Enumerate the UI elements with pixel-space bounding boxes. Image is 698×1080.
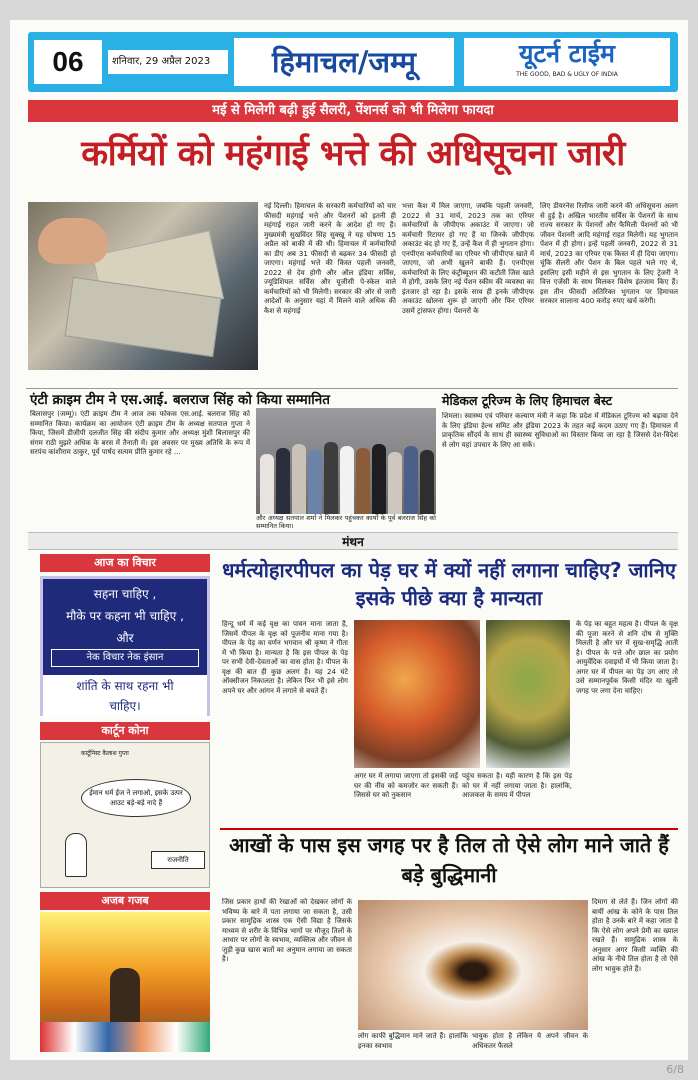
feature-body-col-4: के पेड़ का बहुत महत्व है। पीपल के वृक्ष की पूजा करने से शनि दोष से मुक्ति मिलती है और घर में सुख-समृद्धि आती है। पीपल के पत्ते और छाल का प्रयोग आयुर्वेदिक दवाइयों में भी किया जाता है। अगर घर में पीपल का पेड़ उग आए तो उसे सम्मानपूर्वक किसी मंदिर या खुली जगह पर लगा देना चाहिए। xyxy=(576,620,678,695)
leaf-photo xyxy=(354,620,480,768)
logo-text: यूटर्न टाईम xyxy=(519,39,615,68)
newspaper-page xyxy=(10,20,688,1060)
money-photo xyxy=(28,202,258,370)
thought-line: चाहिए। xyxy=(43,695,207,717)
section-band xyxy=(28,532,678,550)
eye-photo xyxy=(358,900,588,1030)
page-number: 06 xyxy=(34,40,102,84)
felicitation-photo xyxy=(256,408,436,514)
thought-line: शांति के साथ रहना भी xyxy=(43,675,207,697)
eye-body-col-2: लोग काफी बुद्धिमान माने जाते हैं। हालांकि इनका स्वभाव xyxy=(358,1032,468,1050)
cartoon-caption: कार्टूनिस्ट कैलाश गुप्ता xyxy=(81,750,129,757)
speech-bubble: ईमान धर्म ईज ने लगाओ, इसके उत्पर आउट बड़े-बड़े नादे हैं xyxy=(81,779,191,817)
fire-photo xyxy=(40,912,210,1052)
lead-body-col-2: भत्ता कैश में मिल जाएगा, जबकि पहली जनवरी, 2022 से 31 मार्च, 2023 तक का एरियर कर्मचारियों के जीपीएफ अकाउंट में जाएगा। जो कर्मचारी रिटायर हो गए हैं या जिनके जीपीएफ अकाउंट बंद हो गए हैं, उन्हें कैश में ही भुगतान होगा। एनपीएस कर्मचारियों का एरियर भी जीपीएफ खाते में जाएगा, जो अभी खुलने बाकी हैं। एनपीएस कर्मचारियों के लिए कंट्रीब्यूशन की कटौती जिस खाते में होगी, उसके लिए नई पेंशन स्कीम की व्यवस्था का इंतजार हो रहा है। इसके साथ ही इनके जीपीएफ अकाउंट खोलना शुरू हो जाएगी और फिर एरियर उसमें ट्रांसफर होगा। पेंशनरों के xyxy=(402,202,534,315)
page-counter: 6/8 xyxy=(666,1063,684,1076)
eye-body-col-4: दिमाग से लेते हैं। जिन लोगों की बायीं आंख के कोने के पास तिल होता है उनके बारे में कहा जाता है कि ऐसे लोग अपने प्रेमी का ख्याल रखते हैं। सामुद्रिक शास्त्र के अनुसार अगर किसी व्यक्ति की आंख के नीचे तिल होता है तो ऐसे लोग भावुक होते हैं। xyxy=(592,898,678,973)
story3-headline: मेडिकल टूरिज्म के लिए हिमाचल बेस्ट xyxy=(442,393,613,408)
figure-shape xyxy=(65,833,87,877)
edition-date: शनिवार, 29 अप्रैल 2023 xyxy=(108,50,228,74)
thought-box xyxy=(40,576,210,716)
tree-photo xyxy=(486,620,570,768)
lead-body-col-3: लिए डीयरनेस रिलीफ जारी करने की अधिसूचना अलग से हुई है। अखिल भारतीय सर्विस के पेंशनरों के साथ राज्य सरकार के पेंशनरों और फैमिली पेंशनरों को भी जीवन पेंशनरी आदि महंगाई राहत मिलेगी। यह भुगतान पेंशन में ही होगा। इन्हें पहली जनवरी, 2022 से 31 मार्च, 2023 का एरियर एक किस्त में ही दिया जाएगा। चूंकि सैलरी और पेंशन के बिल पहले भले गए थे, इसलिए इसी महीने से इस भुगतान के लिए ट्रेजरी ने वित्त एजेंसी के साथ मिलकर विशेष इंतजाम किए हैं। इस तीन फीसदी अतिरिक्त भुगतान पर हिमाचल सरकार सालाना 400 करोड़ रुपए खर्च करेगी। xyxy=(540,202,678,305)
eye-body-col-3: भावुक होता है लेकिन ये अपने जीवन के अधिकतर फैसले xyxy=(472,1032,588,1050)
feature-title: धर्मत्योहारपीपल का पेड़ घर में क्यों नहीं लगाना चाहिए? जानिए इसके पीछे क्या है मान्यता xyxy=(222,558,676,610)
eye-body-col-1: जिस प्रकार हाथों की रेखाओं को देखकर लोगों के भविष्य के बारे में पता लगाया जा सकता है, उसी प्रकार सामुद्रिक शास्त्र एक ऐसी विद्या है जिसके माध्यम से शरीर के विभिन्न भागों पर मौजूद तिलों के आधार पर लोगों के स्वभाव, व्यक्तित्व और जीवन से जुड़ी कुछ खास बातों का अनुमान लगाया जा सकता है। xyxy=(222,898,352,963)
feature-body-col-1: हिन्दू धर्म में कई वृक्ष का पावन माना जाता है, जिसमें पीपल के वृक्ष को पूजनीय माना गया है। पीपल के पेड़ का वर्णन भगवान श्री कृष्ण ने गीता में भी किया है। मान्यता है कि इस पीपल के पेड़ पर सभी देवी-देवताओं का वास होता है। पीपल के वृक्ष की बात ही कुछ अलग है। यह 24 घंटे ऑक्सीजन निकालता है। लेकिन फिर भी इसे लोग अपने घर और आंगन में लगाने से बचते हैं। xyxy=(222,620,348,695)
cartoon-panel xyxy=(40,742,210,888)
thought-line: मौके पर कहना भी चाहिए , xyxy=(66,609,184,623)
thought-tag: आज का विचार xyxy=(40,554,210,572)
story2-caption: और अध्यक्ष सतपाल शर्मा ने मिलकर पहुंचकर कार्यों के पूर्व बलराज सिंह को सम्मानित किया। xyxy=(256,514,436,530)
thought-line: नेक विचार नेक इंसान xyxy=(51,649,199,667)
crowd-shape xyxy=(40,1022,210,1052)
story2-body: बिलासपुर (जम्मू)। एंटी क्राइम टीम ने आज तक फोकस एस.आई. बलराज सिंह को सम्मानित किया। कार्यक्रम का आयोजन एंटी क्राइम टीम के अध्यक्ष सतपाल गुप्ता ने किया, जिसमें डीजीपी दलजीत सिंह की संदीप कुमार और अध्यक्ष मुंशी बिलासपुर की संगम राठी मुझरे अधिक के बरस में तैनाती में। इस अवसर पर मुख्य अतिथि के रूप में सरपंच कांशीराम ठाकुर, पूर्व पार्षद सत्यम प्रीति कुमार रहे ... xyxy=(30,410,250,456)
band-label: मंथन xyxy=(342,535,364,549)
lead-body-col-1: नई दिल्ली। हिमाचल के सरकारी कर्मचारियों को चार फीसदी महंगाई भत्ते और पेंशनरों को इतनी ही महंगाई राहत जारी करने के आदेश हो गए हैं। मुख्यमंत्री सुखविंदर सिंह सुक्खू ने यह घोषणा 15 अप्रैल को बाकी में की थी। हिमाचल में कर्मचारियों का डीए अब 31 फीसदी से बढ़कर 34 फीसदी हो जाएगा। महंगाई भत्ते की किस्त पहली जनवरी, 2022 से देय होगी और ऑल इंडिया सर्विस, ज्यूडिशियल सर्विस और यूजीसी पे-स्केल वाले कर्मचारियों को भी मिलेगी। सरकार की ओर से जारी आदेशों के अनुसार यहां में मिलने वाले अधिक की कैश से महंगाई xyxy=(264,202,396,315)
gajab-tag: अजब गजब xyxy=(40,892,210,910)
feature-body-col-2: अगर घर में लगाया जाएगा तो इसकी जड़ें घर की नींव को कमजोर कर सकती हैं। जिससे घर को नुकसान xyxy=(354,772,458,799)
masthead xyxy=(28,32,678,92)
lead-kicker: मई से मिलेगी बढ़ी हुई सैलरी, पेंशनर्स को भी मिलेगा फायदा xyxy=(28,100,678,122)
cartoon-sign: राजनीति xyxy=(151,851,205,869)
cartoon-tag: कार्टून कोना xyxy=(40,722,210,740)
hand-shape xyxy=(38,218,108,264)
feature-body-col-3: पहुंच सकता है। यही कारण है कि इस पेड़ को घर में नहीं लगाया जाता है। हालांकि, आजकल के समय में पीपल xyxy=(462,772,572,799)
story3-body: शिमला। स्वास्थ्य एवं परिवार कल्याण मंत्री ने कहा कि प्रदेश में मेडिकल टूरिज्म को बढ़ावा देने के लिए इंडिया हेल्थ समिट और इंडिया 2023 के तहत कई कदम उठाए गए हैं। हिमाचल में प्राकृतिक सौंदर्य के साथ ही स्वास्थ्य सुविधाओं का विस्तार किया जा रहा है जिससे देश-विदेश से लोग यहां उपचार के लिए आ सकें। xyxy=(442,412,678,449)
thought-line: सहना चाहिए , xyxy=(93,587,157,601)
thought-line: और xyxy=(116,631,134,645)
section-title: हिमाचल/जम्मू xyxy=(234,38,454,86)
divider xyxy=(26,388,678,389)
logo-tagline: THE GOOD, BAD & UGLY OF INDIA xyxy=(516,71,618,78)
lead-headline: कर्मियों को महंगाई भत्ते की अधिसूचना जारी xyxy=(81,134,625,174)
newspaper-logo xyxy=(464,38,670,86)
story2-headline: एंटी क्राइम टीम ने एस.आई. बलराज सिंह को किया सम्मानित xyxy=(30,392,330,408)
eye-title: आखों के पास इस जगह पर है तिल तो ऐसे लोग माने जाते हैं बड़े बुद्धिमानी xyxy=(220,828,678,890)
